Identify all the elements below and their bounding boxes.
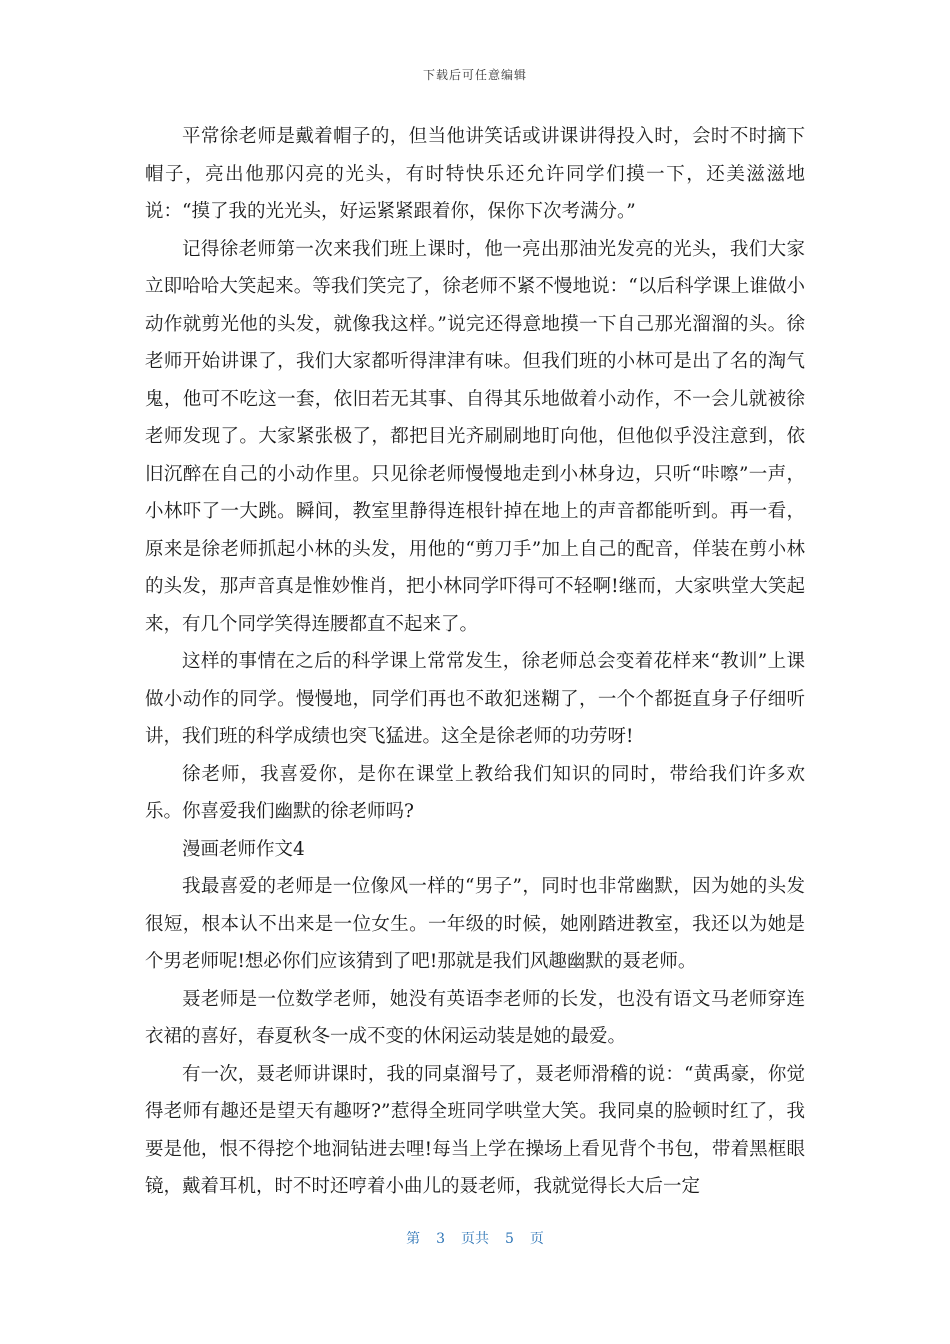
document-body (145, 118, 805, 1206)
paragraph: 这样的事情在之后的科学课上常常发生，徐老师总会变着花样来“教训”上课做小动作的同学。慢慢地，同学们再也不敢犯迷糊了，一个个都挺直身子仔细听讲，我们班的科学成绩也突飞猛进。这全是徐老师的功劳呀! (145, 651, 805, 747)
footer-prefix: 第 (406, 1231, 421, 1247)
footer-middle: 页共 (461, 1231, 489, 1247)
paragraph: 我最喜爱的老师是一位像风一样的“男子”，同时也非常幽默，因为她的头发很短，根本认不出来是一位女生。一年级的时候，她刚踏进教室，我还以为她是个男老师呢!想必你们应该猜到了吧!那就是我们风趣幽默的聂老师。 (145, 876, 805, 972)
page-footer (0, 1228, 950, 1248)
paragraph: 聂老师是一位数学老师，她没有英语李老师的长发，也没有语文马老师穿连衣裙的喜好，春夏秋冬一成不变的休闲运动装是她的最爱。 (145, 988, 805, 1047)
section-heading: 漫画老师作文4 (182, 838, 305, 860)
paragraph: 徐老师，我喜爱你，是你在课堂上教给我们知识的同时，带给我们许多欢乐。你喜爱我们幽默的徐老师吗? (145, 763, 805, 822)
paragraph: 有一次，聂老师讲课时，我的同桌溜号了，聂老师滑稽的说：“黄禹豪，你觉得老师有趣还是望天有趣呀?”惹得全班同学哄堂大笑。我同桌的脸顿时红了，我要是他，恨不得挖个地洞钻进去哩!每当上学在操场上看见背个书包，带着黑框眼镜，戴着耳机，时不时还哼着小曲儿的聂老师，我就觉得长大后一定 (145, 1063, 806, 1197)
total-page-count: 5 (505, 1231, 514, 1247)
paragraph: 平常徐老师是戴着帽子的，但当他讲笑话或讲课讲得投入时，会时不时摘下帽子，亮出他那闪亮的光头，有时特快乐还允许同学们摸一下，还美滋滋地说：“摸了我的光光头，好运紧紧跟着你，保你下次考满分。” (145, 126, 805, 222)
current-page-number: 3 (436, 1231, 445, 1247)
footer-suffix: 页 (529, 1231, 544, 1247)
paragraph: 记得徐老师第一次来我们班上课时，他一亮出那油光发亮的光头，我们大家立即哈哈大笑起来。等我们笑完了，徐老师不紧不慢地说：“以后科学课上谁做小动作就剪光他的头发，就像我这样。”说完还得意地摸一下自己那光溜溜的头。徐老师开始讲课了，我们大家都听得津津有味。但我们班的小林可是出了名的淘气鬼，他可不吃这一套，依旧若无其事、自得其乐地做着小动作，不一会儿就被徐老师发现了。大家紧张极了，都把目光齐刷刷地盯向他，但他似乎没注意到，依旧沉醉在自己的小动作里。只见徐老师慢慢地走到小林身边，只听“咔嚓”一声，小林吓了一大跳。瞬间，教室里静得连根针掉在地上的声音都能听到。再一看，原来是徐老师抓起小林的头发，用他的“剪刀手”加上自己的配音，佯装在剪小林的头发，那声音真是惟妙惟肖，把小林同学吓得可不轻啊!继而，大家哄堂大笑起来，有几个同学笑得连腰都直不起来了。 (145, 238, 805, 635)
page-header: 下载后可任意编辑 (422, 68, 527, 82)
